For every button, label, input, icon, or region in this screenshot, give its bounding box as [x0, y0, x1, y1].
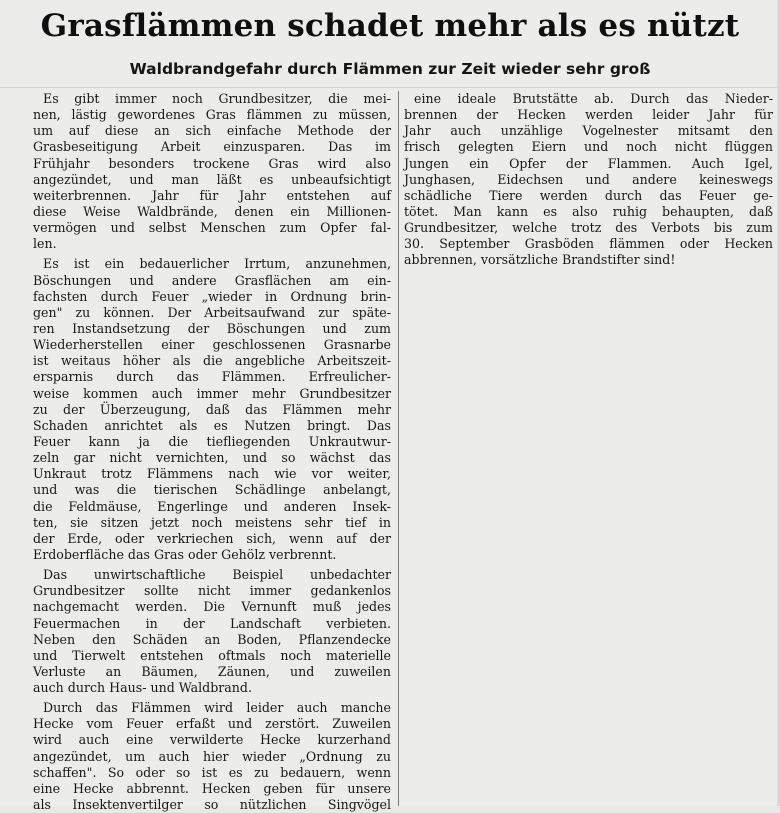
text-line: und was die tierischen Schädlinge anbelangt, [33, 482, 391, 498]
text-line: brennen der Hecken werden leider Jahr für [404, 107, 773, 123]
text-line: der Erde, oder verkriechen sich, wenn auf der [33, 530, 391, 546]
text-line: Grundbesitzer sollte nicht immer gedankenlos [33, 583, 391, 599]
text-line: eine ideale Brutstätte ab. Durch das Nieder- [414, 91, 773, 106]
text-line: Es gibt immer noch Grundbesitzer, die mei- [43, 91, 391, 106]
text-line: vermögen und selbst Menschen zum Opfer fal- [33, 220, 391, 236]
text-line: Grasbeseitigung Arbeit einzusparen. Das im [33, 139, 391, 155]
text-line: weise kommen auch immer mehr Grundbesitzer [33, 385, 391, 401]
text-line: Neben den Schäden an Boden, Pflanzendecke [33, 631, 391, 647]
paragraph [404, 91, 773, 269]
article-headline: Grasflämmen schadet mehr als es nützt [40, 8, 740, 44]
text-line: zeln gar nicht vernichten, und so wächst das [33, 450, 391, 466]
right-text-column [404, 91, 773, 269]
text-line: eine Hecke abbrennt. Hecken geben für unsere [33, 780, 391, 796]
text-line: Feuer kann ja die tiefliegenden Unkrautwur- [33, 433, 391, 449]
text-line: ist weitaus höher als die angebliche Arbeitszeit- [33, 353, 391, 369]
text-line: um auf diese an sich einfache Methode der [33, 123, 391, 139]
text-line: ersparnis durch das Flämmen. Erfreulicher- [33, 369, 391, 385]
text-line: Frühjahr besonders trockene Gras wird also [33, 155, 391, 171]
text-line: angezündet, und man läßt es unbeaufsichtigt [33, 171, 391, 187]
article-subheadline: Waldbrandgefahr durch Flämmen zur Zeit wieder sehr groß [129, 60, 651, 78]
column-divider [398, 91, 399, 806]
text-line: abbrennen, vorsätzliche Brandstifter sind! [404, 252, 676, 268]
paragraph [33, 256, 391, 563]
text-line: ten, sie sitzen jetzt noch meistens sehr tief in [33, 514, 391, 530]
text-line: Hecke vom Feuer erfaßt und zerstört. Zuweilen [33, 716, 391, 732]
text-line: fachsten durch Feuer „wieder in Ordnung brin- [33, 288, 391, 304]
text-line: Wiederherstellen einer geschlossenen Grasnarbe [33, 337, 391, 353]
text-line: und Tierwelt entstehen oftmals noch materielle [33, 647, 391, 663]
text-line: Böschungen und andere Grasflächen am ein- [33, 272, 391, 288]
text-line: als Insektenvertilger so nützlichen Singvögel [33, 797, 391, 813]
text-line: die Feldmäuse, Engerlinge und anderen Insek- [33, 498, 391, 514]
text-line: Verluste an Bäumen, Zäunen, und zuweilen [33, 663, 391, 679]
text-line: Erdoberfläche das Gras oder Gehölz verbrennt. [33, 546, 337, 562]
text-line: zu der Überzeugung, daß das Flämmen mehr [33, 401, 391, 417]
text-line: Feuermachen in der Landschaft verbieten. [33, 615, 391, 631]
text-line: weiterbrennen. Jahr für Jahr entstehen auf [33, 187, 391, 203]
text-line: gen" zu können. Der Arbeitsaufwand zur späte- [33, 304, 391, 320]
text-line: Grundbesitzer, welche trotz des Verbots bis zum [404, 220, 773, 236]
text-line: auch durch Haus- und Waldbrand. [33, 680, 252, 696]
text-line: Jahr auch unzählige Vogelnester mitsamt den [404, 123, 773, 139]
text-line: Jungen ein Opfer der Flammen. Auch Igel, [404, 155, 773, 171]
text-line: 30. September Grasböden flämmen oder Hecken [404, 236, 773, 252]
text-line: ren Instandsetzung der Böschungen und zum [33, 320, 391, 336]
text-line: Es ist ein bedauerlicher Irrtum, anzunehmen, [43, 256, 391, 272]
text-line: diese Weise Waldbrände, denen ein Millionen- [33, 203, 391, 219]
text-line: Durch das Flämmen wird leider auch manche [43, 700, 391, 716]
text-line: angezündet, um auch hier wieder „Ordnung zu [33, 748, 391, 764]
text-line: Junghasen, Eidechsen und andere keineswegs [404, 171, 773, 187]
text-line: wird auch eine verwilderte Hecke kurzerhand [33, 732, 391, 748]
text-line: schädliche Tiere werden durch das Feuer ge- [404, 187, 773, 203]
text-line: schaffen". So oder so ist es zu bedauern, wenn [33, 764, 391, 780]
text-line: frisch gelegten Eiern und noch nicht flüggen [404, 139, 773, 155]
text-line: Schaden anrichtet als es Nutzen bringt. Das [33, 417, 391, 433]
paragraph [33, 700, 391, 813]
text-line: Das unwirtschaftliche Beispiel unbedachter [43, 567, 391, 583]
paragraph [33, 91, 391, 252]
left-text-column [33, 91, 391, 813]
paragraph [33, 567, 391, 696]
header-divider [0, 87, 780, 88]
text-line: nen, lästig gewordenes Gras flämmen zu müssen, [33, 107, 391, 123]
text-line: nachgemacht werden. Die Vernunft muß jedes [33, 599, 391, 615]
text-line: len. [33, 236, 57, 252]
text-line: tötet. Man kann es also ruhig behaupten, daß [404, 203, 773, 219]
text-line: Unkraut trotz Flämmens nach wie vor weiter, [33, 466, 391, 482]
